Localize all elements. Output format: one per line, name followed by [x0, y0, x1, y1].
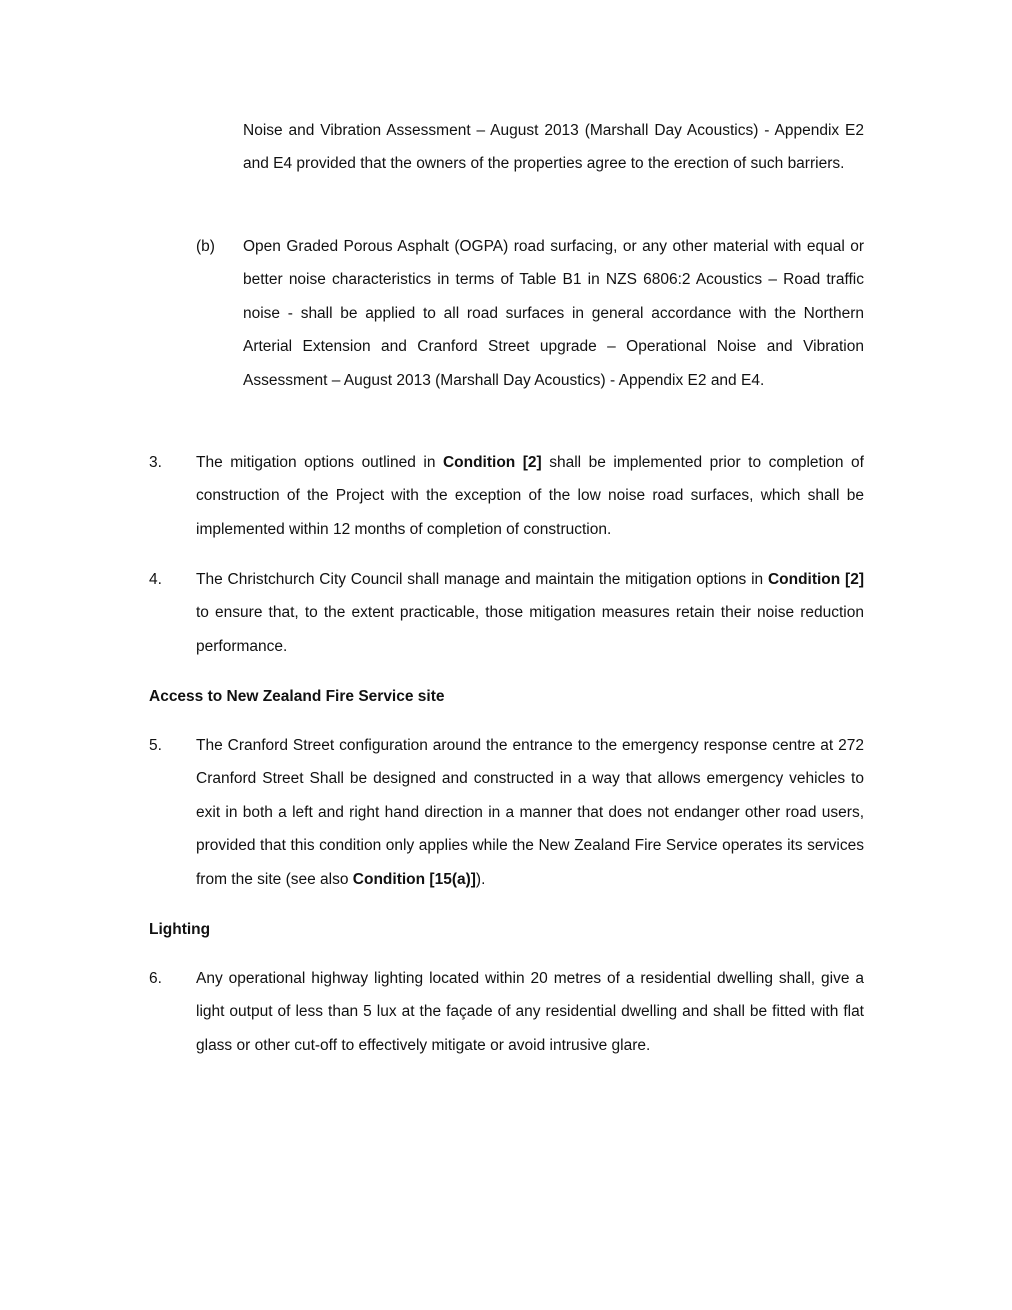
item-4-text: [196, 563, 864, 663]
item-4-condition-ref: Condition [2]: [767, 571, 864, 588]
item-5-text: [196, 729, 864, 896]
item-a-continuation: Noise and Vibration Assessment – August 2013 (Marshall Day Acoustics) - Appendix E2 and E4 provided that the owners of the properties agree to the erection of such barriers.: [243, 122, 864, 173]
item-5-condition-ref: Condition [15(a)]: [352, 870, 476, 888]
item-3-number: 3.: [149, 454, 162, 471]
item-b-text: Open Graded Porous Asphalt (OGPA) road surfacing, or any other material with equal or better noise characteristics in terms of Table B1 in NZS 6806:2 Acoustics – Road traffic noise - shall be applied to all road surfaces in general accordance with the Northern Arterial Extension and Cranford Street upgrade – Operational Noise and Vibration Assessment – August 2013 (Marshall Day Acoustics) - Appendix E2 and E4.: [243, 238, 864, 389]
item-4-number: 4.: [149, 571, 162, 588]
item-3-condition-ref: Condition [2]: [442, 454, 542, 471]
item-5-number: 5.: [149, 737, 162, 754]
item-3-text-after: shall be implemented prior to completion of construction of the Project with the exception of the low noise road surfaces, which shall be implemented within 12 months of completion of construction.: [196, 454, 864, 538]
heading-lighting: Lighting: [149, 921, 211, 938]
item-3-text: [196, 446, 864, 546]
item-5-text-before: The Cranford Street configuration around the entrance to the emergency response centre at 272 Cranford Street Shall be designed and constructed in a way that allows emergency vehicles to exit in both a left and right hand direction in a manner that does not endanger other road users, provided that this condition only applies while the New Zealand Fire Service operates its services from the site (see also: [196, 737, 864, 888]
item-4-text-before: The Christchurch City Council shall manage and maintain the mitigation options in: [196, 571, 768, 588]
heading-access-fire-service: Access to New Zealand Fire Service site: [149, 688, 445, 705]
item-6-number: 6.: [149, 970, 162, 987]
item-6-text: Any operational highway lighting located within 20 metres of a residential dwelling shall, give a light output of less than 5 lux at the façade of any residential dwelling and shall be fitted with flat glass or other cut-off to effectively mitigate or avoid intrusive glare.: [196, 970, 864, 1054]
item-3-text-before: The mitigation options outlined in: [196, 454, 443, 471]
item-5-text-after: ).: [475, 870, 486, 888]
item-b-label: (b): [196, 238, 215, 255]
item-4-text-after: to ensure that, to the extent practicable, those mitigation measures retain their noise reduction performance.: [196, 604, 864, 655]
